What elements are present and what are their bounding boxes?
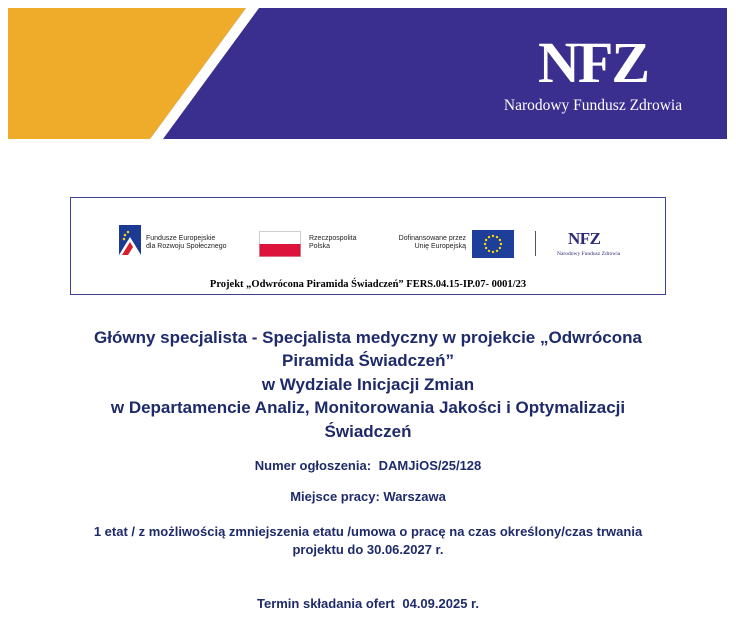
employment-terms	[40, 523, 696, 559]
job-title-line: Piramida Świadczeń”	[282, 351, 454, 371]
employment-terms-line1: 1 etat / z możliwością zmniejszenia etatu /umowa o pracę na czas określony/czas trwania	[93, 524, 643, 539]
ue-label	[380, 235, 466, 251]
funding-logo-strip	[70, 197, 666, 295]
rp-label	[309, 235, 356, 251]
nfz-small-name: Narodowy Fundusz Zdrowia	[557, 251, 621, 257]
ue-label-line1: Dofinansowane przez	[398, 235, 466, 242]
fe-flag-icon	[119, 225, 141, 255]
nfz-logo: NFZ	[538, 30, 648, 95]
application-deadline	[40, 595, 696, 613]
fe-label-line1: Fundusze Europejskie	[146, 235, 216, 242]
deadline-label: Termin składania ofert	[256, 596, 395, 611]
employment-terms-line2: projektu do 30.06.2027 r.	[292, 542, 444, 557]
header-banner	[8, 8, 727, 139]
deadline-value: 04.09.2025 r.	[402, 596, 479, 611]
job-title-line: Główny specjalista - Specjalista medyczny w projekcie „Odwrócona	[94, 328, 642, 347]
org-name: Narodowy Fundusz Zdrowia	[503, 97, 683, 114]
rp-label-line1: Rzeczpospolita	[309, 235, 357, 242]
project-reference: Projekt „Odwrócona Piramida Świadczeń” FERS.04.15-IP.07- 0001/23	[209, 279, 527, 290]
announcement-number-label: Numer ogłoszenia:	[254, 458, 372, 473]
job-title-line: Świadczeń	[324, 421, 412, 441]
ue-label-line2: Unię Europejską	[414, 243, 466, 250]
nfz-small-logo: NFZ	[568, 229, 601, 248]
logo-divider	[535, 231, 536, 256]
job-title	[40, 326, 696, 443]
poland-flag-icon	[259, 231, 301, 257]
fe-label	[146, 235, 227, 251]
rp-label-line2: Polska	[309, 243, 331, 250]
fe-label-line2: dla Rozwoju Społecznego	[146, 243, 227, 250]
eu-flag-icon	[472, 230, 514, 258]
job-title-line: w Wydziale Inicjacji Zmian	[261, 374, 475, 394]
announcement-number-value: DAMJiOS/25/128	[378, 458, 482, 473]
work-location: Miejsce pracy: Warszawa	[290, 489, 446, 504]
job-title-line: w Departamencie Analiz, Monitorowania Jakości i Optymalizacji	[110, 398, 626, 418]
announcement-number	[40, 457, 696, 475]
